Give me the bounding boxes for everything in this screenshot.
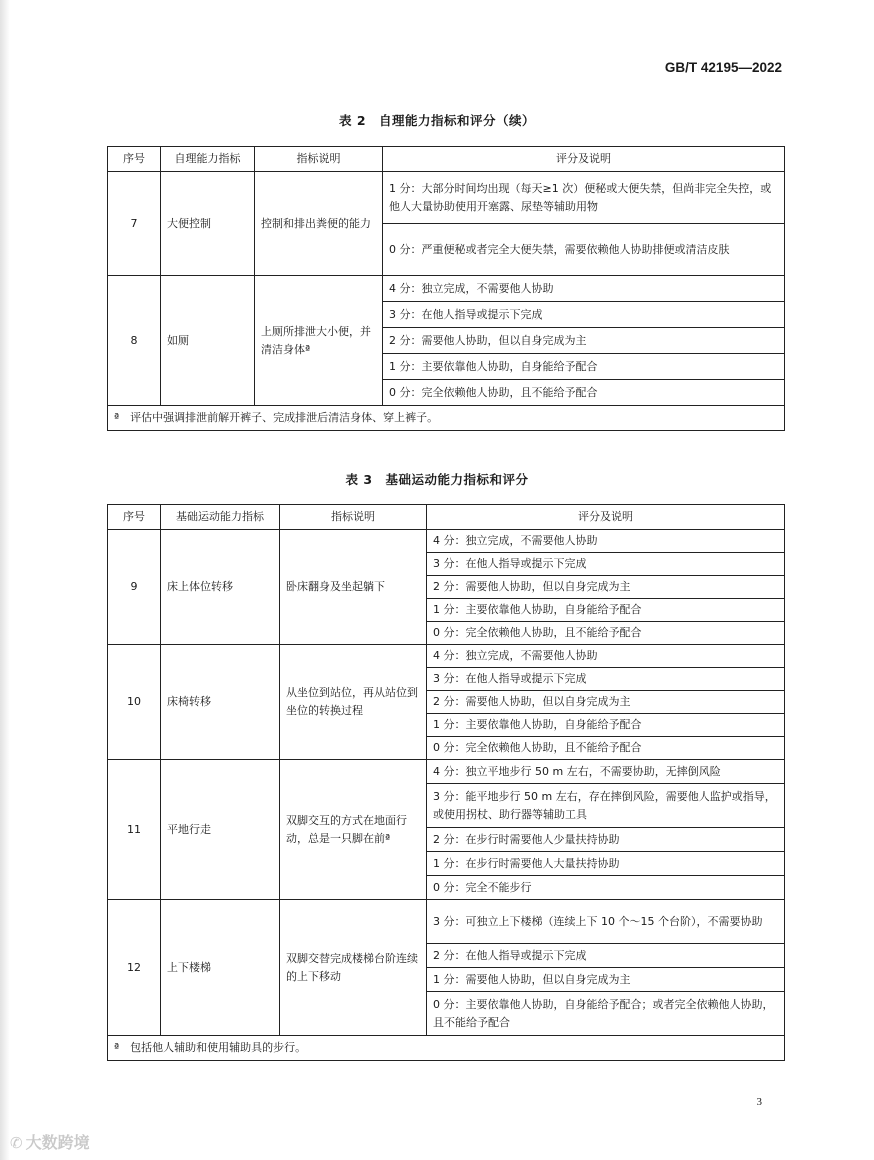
score-cell: 3 分：可独立上下楼梯（连续上下 10 个～15 个台阶），不需要协助 xyxy=(427,900,785,944)
row-number: 9 xyxy=(108,530,161,645)
score-cell: 1 分：大部分时间均出现（每天≥1 次）便秘或大便失禁，但尚非完全失控，或他人大量协助使用开塞露、尿垫等辅助用物 xyxy=(383,172,785,224)
score-cell: 1 分：需要他人协助，但以自身完成为主 xyxy=(427,968,785,992)
table-row xyxy=(108,645,785,668)
table-row xyxy=(108,900,785,944)
row-description: 双脚交互的方式在地面行动，总是一只脚在前ª xyxy=(280,760,427,900)
row-description: 控制和排出粪便的能力 xyxy=(255,172,383,276)
page-edge-shadow xyxy=(0,0,10,1160)
table3-header-score: 评分及说明 xyxy=(427,505,785,530)
score-cell: 3 分：能平地步行 50 m 左右，存在摔倒风险，需要他人监护或指导，或使用拐杖、助行器等辅助工具 xyxy=(427,784,785,828)
score-cell: 2 分：需要他人协助，但以自身完成为主 xyxy=(427,576,785,599)
watermark-text: 大数跨境 xyxy=(25,1133,90,1152)
table3-header-row xyxy=(108,505,785,530)
table3-footnote-row xyxy=(108,1036,785,1061)
score-cell: 4 分：独立完成，不需要他人协助 xyxy=(427,530,785,553)
score-cell: 4 分：独立完成，不需要他人协助 xyxy=(383,276,785,302)
row-indicator: 床上体位转移 xyxy=(161,530,280,645)
row-indicator: 如厕 xyxy=(161,276,255,406)
row-description: 上厕所排泄大小便，并清洁身体ª xyxy=(255,276,383,406)
score-cell: 2 分：在他人指导或提示下完成 xyxy=(427,944,785,968)
table2-header-score: 评分及说明 xyxy=(383,147,785,172)
table-row xyxy=(108,760,785,784)
table2-header-row xyxy=(108,147,785,172)
watermark xyxy=(10,1130,90,1153)
row-number: 10 xyxy=(108,645,161,760)
score-cell: 0 分：严重便秘或者完全大便失禁，需要依赖他人协助排便或清洁皮肤 xyxy=(383,224,785,276)
row-number: 7 xyxy=(108,172,161,276)
score-cell: 3 分：在他人指导或提示下完成 xyxy=(427,668,785,691)
table2 xyxy=(107,146,785,431)
page-number: 3 xyxy=(756,1096,762,1108)
row-indicator: 上下楼梯 xyxy=(161,900,280,1036)
table2-header-desc: 指标说明 xyxy=(255,147,383,172)
table3-header-no: 序号 xyxy=(108,505,161,530)
table3-header-indicator: 基础运动能力指标 xyxy=(161,505,280,530)
table3-caption: 表 3 基础运动能力指标和评分 xyxy=(345,472,529,487)
score-cell: 0 分：完全依赖他人协助，且不能给予配合 xyxy=(383,380,785,406)
row-description: 卧床翻身及坐起躺下 xyxy=(280,530,427,645)
score-cell: 1 分：在步行时需要他人大量扶持协助 xyxy=(427,852,785,876)
score-cell: 2 分：在步行时需要他人少量扶持协助 xyxy=(427,828,785,852)
score-cell: 0 分：完全依赖他人协助，且不能给予配合 xyxy=(427,737,785,760)
table2-header-indicator: 自理能力指标 xyxy=(161,147,255,172)
table-row xyxy=(108,172,785,224)
score-cell: 2 分：需要他人协助，但以自身完成为主 xyxy=(383,328,785,354)
score-cell: 1 分：主要依靠他人协助，自身能给予配合 xyxy=(427,599,785,622)
table2-footnote: ª 评估中强调排泄前解开裤子、完成排泄后清洁身体、穿上裤子。 xyxy=(108,406,785,431)
standard-code: GB/T 42195—2022 xyxy=(664,60,782,75)
table3 xyxy=(107,504,785,1061)
row-indicator: 床椅转移 xyxy=(161,645,280,760)
score-cell: 0 分：主要依靠他人协助，自身能给予配合；或者完全依赖他人协助，且不能给予配合 xyxy=(427,992,785,1036)
row-description: 从坐位到站位，再从站位到坐位的转换过程 xyxy=(280,645,427,760)
score-cell: 1 分：主要依靠他人协助，自身能给予配合 xyxy=(427,714,785,737)
table-row xyxy=(108,530,785,553)
row-number: 8 xyxy=(108,276,161,406)
score-cell: 3 分：在他人指导或提示下完成 xyxy=(383,302,785,328)
row-description: 双脚交替完成楼梯台阶连续的上下移动 xyxy=(280,900,427,1036)
table2-footnote-row xyxy=(108,406,785,431)
table2-header-no: 序号 xyxy=(108,147,161,172)
score-cell: 3 分：在他人指导或提示下完成 xyxy=(427,553,785,576)
score-cell: 4 分：独立完成，不需要他人协助 xyxy=(427,645,785,668)
score-cell: 4 分：独立平地步行 50 m 左右，不需要协助，无摔倒风险 xyxy=(427,760,785,784)
table-row xyxy=(108,276,785,302)
score-cell: 2 分：需要他人协助，但以自身完成为主 xyxy=(427,691,785,714)
score-cell: 0 分：完全依赖他人协助，且不能给予配合 xyxy=(427,622,785,645)
score-cell: 1 分：主要依靠他人协助，自身能给予配合 xyxy=(383,354,785,380)
row-indicator: 平地行走 xyxy=(161,760,280,900)
row-indicator: 大便控制 xyxy=(161,172,255,276)
watermark-logo-icon: ✆ xyxy=(10,1134,23,1152)
row-number: 12 xyxy=(108,900,161,1036)
row-number: 11 xyxy=(108,760,161,900)
table3-footnote: ª 包括他人辅助和使用辅助具的步行。 xyxy=(108,1036,785,1061)
table3-header-desc: 指标说明 xyxy=(280,505,427,530)
table2-caption: 表 2 自理能力指标和评分（续） xyxy=(338,113,536,128)
score-cell: 0 分：完全不能步行 xyxy=(427,876,785,900)
